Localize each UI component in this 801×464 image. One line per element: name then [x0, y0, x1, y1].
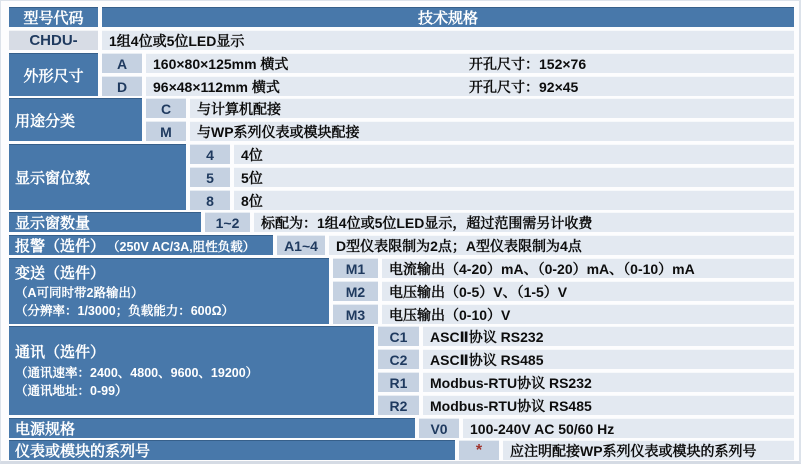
series-label: 仪表或模块的系列号: [9, 440, 455, 460]
usage-c-desc: 与计算机配接: [190, 98, 794, 118]
dimension-d-desc: 96×48×112mm 横式: [153, 78, 280, 95]
window-count-label: 显示窗数量: [9, 212, 201, 232]
alarm-desc: D型仪表限制为2点；A型仪表限制为4点: [329, 235, 794, 255]
series-star-code: *: [459, 440, 499, 460]
digits-5-code: 5: [190, 167, 230, 187]
transmit-m2-desc: 电压输出（0-5）V、（1-5）V: [382, 281, 794, 301]
model-prefix: CHDU-: [9, 30, 98, 50]
comm-label-cell: [9, 326, 374, 415]
series-desc: 应注明配接WP系列仪表或模块的系列号: [503, 440, 794, 460]
power-v0-code: V0: [419, 418, 459, 438]
digits-4-code: 4: [190, 144, 230, 164]
comm-c2-code: C2: [378, 349, 419, 369]
model-code-header: 型号代码: [9, 7, 98, 27]
comm-r2-code: R2: [378, 395, 419, 415]
comm-c1-code: C1: [378, 326, 419, 346]
digits-8-desc: 8位: [234, 190, 794, 210]
transmit-m2-code: M2: [333, 281, 378, 301]
dimension-a-row: [146, 53, 794, 73]
digits-8-code: 8: [190, 190, 230, 210]
transmit-note-2: （分辨率：1/3000；负载能力：600Ω）: [15, 304, 235, 319]
transmit-note-1: （A可同时带2路输出）: [15, 286, 144, 301]
dimension-d-cutout: 开孔尺寸：92×45: [469, 78, 579, 95]
alarm-label: 报警（选件）: [15, 238, 106, 255]
model-display-desc: 1组4位或5位LED显示: [102, 30, 794, 50]
comm-r2-desc: Modbus-RTU协议 RS485: [423, 395, 794, 415]
comm-r1-desc: Modbus-RTU协议 RS232: [423, 372, 794, 392]
usage-c-code: C: [146, 98, 186, 118]
transmit-m3-code: M3: [333, 304, 378, 324]
usage-m-desc: 与WP系列仪表或模块配接: [190, 121, 794, 141]
dimension-a-desc: 160×80×125mm 横式: [153, 55, 289, 72]
usage-label: 用途分类: [9, 98, 142, 141]
dimension-a-code: A: [102, 53, 142, 73]
comm-c1-desc: ASCⅡ协议 RS232: [423, 326, 794, 346]
dimension-d-code: D: [102, 76, 142, 96]
transmit-label: 变送（选件）: [15, 264, 106, 282]
alarm-label-cell: [9, 235, 273, 255]
window-count-code: 1~2: [205, 212, 250, 232]
dimension-d-row: [146, 76, 794, 96]
power-label: 电源规格: [9, 418, 415, 438]
usage-m-code: M: [146, 121, 186, 141]
alarm-code: A1~4: [277, 235, 325, 255]
power-desc: 100-240V AC 50/60 Hz: [463, 418, 794, 438]
alarm-label-note: （250V AC/3A,阻性负载）: [107, 239, 256, 254]
comm-label: 通讯（选件）: [15, 344, 106, 361]
digits-label: 显示窗位数: [9, 144, 186, 210]
dimensions-label: 外形尺寸: [9, 53, 98, 96]
comm-note-2: （通讯地址：0-99）: [15, 383, 128, 398]
transmit-m1-code: M1: [333, 258, 378, 278]
digits-5-desc: 5位: [234, 167, 794, 187]
transmit-m3-desc: 电压输出（0-10）V: [382, 304, 794, 324]
transmit-m1-desc: 电流输出（4-20）mA、（0-20）mA、（0-10）mA: [382, 258, 794, 278]
digits-4-desc: 4位: [234, 144, 794, 164]
comm-note-1: （通讯速率：2400、4800、9600、19200）: [15, 365, 259, 380]
comm-c2-desc: ASCⅡ协议 RS485: [423, 349, 794, 369]
comm-r1-code: R1: [378, 372, 419, 392]
transmit-label-cell: [9, 258, 329, 324]
dimension-a-cutout: 开孔尺寸：152×76: [469, 55, 587, 72]
window-count-desc: 标配为：1组4位或5位LED显示，超过范围需另计收费: [254, 212, 794, 232]
tech-spec-header: 技术规格: [102, 7, 794, 27]
